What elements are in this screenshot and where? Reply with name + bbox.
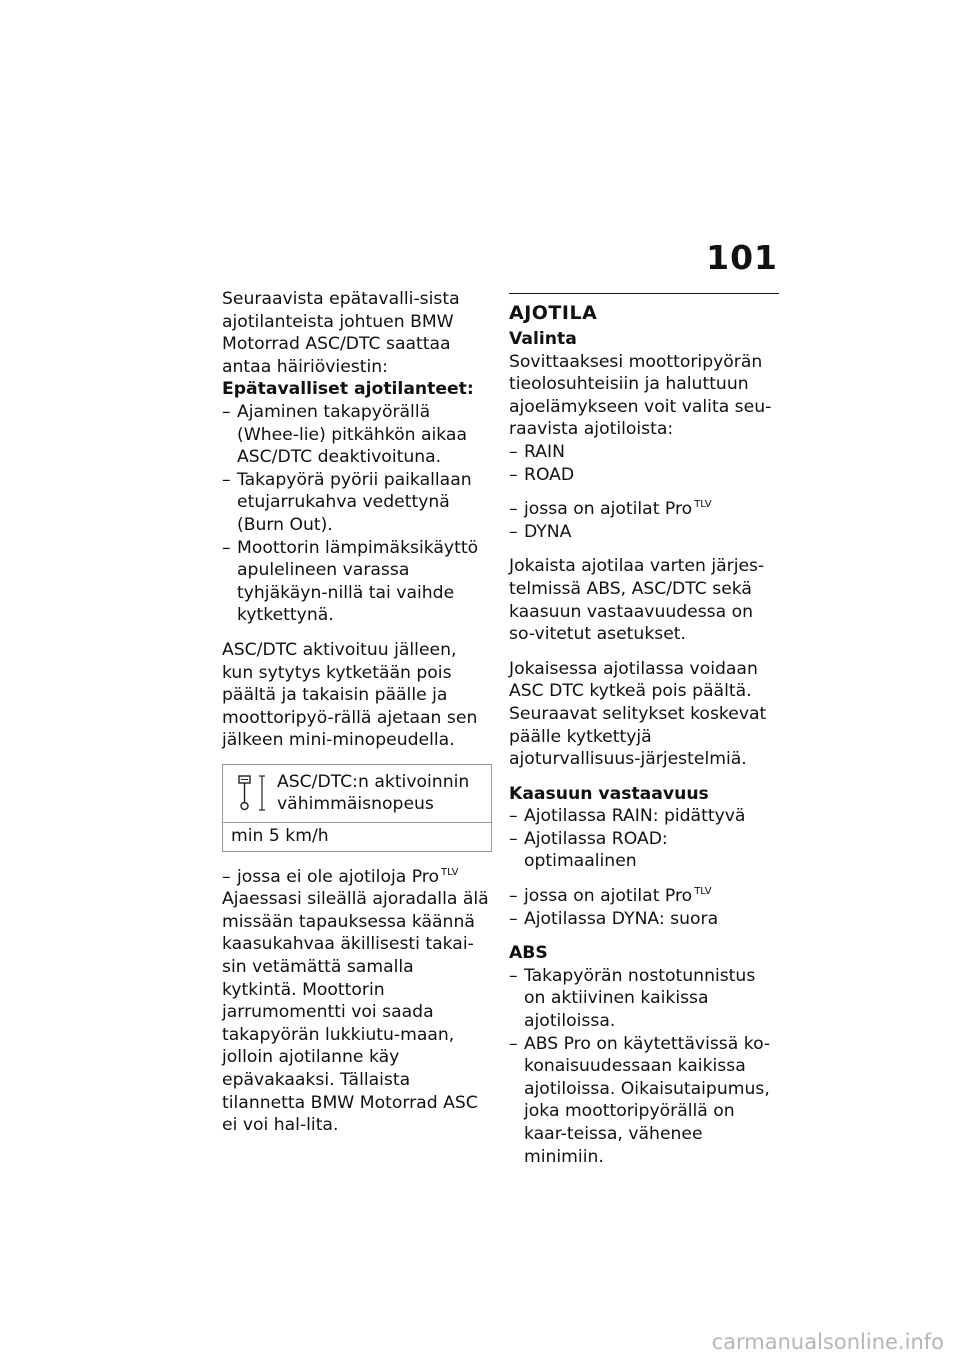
list-item: – ROAD xyxy=(509,464,779,487)
page-number: 101 xyxy=(706,238,778,277)
unusual-situations-list xyxy=(222,401,492,627)
spec-table xyxy=(222,764,492,852)
pro-condition-list xyxy=(509,498,779,521)
watermark-link[interactable]: carmanualsonline.info xyxy=(711,1330,944,1354)
section-title: AJOTILA xyxy=(509,302,598,324)
throttle-pro-condition-list xyxy=(509,885,779,908)
list-item: – Ajaminen takapyörällä (Whee-lie) pitkähkön aikaa ASC/DTC deaktivoituna. xyxy=(222,401,492,469)
selection-intro: Sovittaaksesi moottoripyörän tieolosuhteisiin ja haluttuun ajoelämykseen voit valita seu-raavista ajotiloista: xyxy=(509,351,772,440)
list-item: – Moottorin lämpimäksikäyttö apulelineen varassa tyhjäkäyn-nillä tai vaihde kytkettynä. xyxy=(222,537,492,627)
condition-note xyxy=(222,866,492,889)
unusual-situations-heading: Epätavalliset ajotilanteet: xyxy=(222,379,474,400)
spec-value: min 5 km/h xyxy=(231,826,329,847)
switch-off-paragraph: Jokaisessa ajotilassa voidaan ASC DTC kytkeä pois päältä. Seuraavat selitykset koskevat päälle kytkettyjä ajoturvallisuus-järjestelmiä. xyxy=(509,658,767,770)
throttle-basic-list xyxy=(509,805,779,873)
spec-table-header xyxy=(223,765,491,823)
right-column xyxy=(509,288,779,1178)
list-item: – Takapyörä pyörii paikallaan etujarrukahva vedettynä (Burn Out). xyxy=(222,469,492,537)
abs-heading: ABS xyxy=(509,943,548,964)
condition-text: jossa on ajotilat Pro xyxy=(524,886,693,907)
modes-basic-list xyxy=(509,441,779,486)
section-rule xyxy=(509,293,779,294)
per-mode-paragraph: Jokaista ajotilaa varten järjes-telmissä ABS, ASC/DTC sekä kaasuun vastaavuudessa on so-vitetut asetukset. xyxy=(509,556,765,645)
throttle-pro-list xyxy=(509,908,779,931)
vehicle-spec-icon xyxy=(237,773,267,813)
list-item: – Ajotilassa ROAD: optimaalinen xyxy=(509,828,779,873)
condition-sup: TLV xyxy=(694,886,712,898)
list-item: – Ajotilassa RAIN: pidättyvä xyxy=(509,805,779,828)
warning-paragraph: Ajaessasi sileällä ajoradalla älä missään tapauksessa käännä kaasukahvaa äkillisesti takai-sin vetämättä samalla kytkintä. Moottorin jarrumomentti voi saada takapyörän lukkiutu-maan, jolloin ajotilanne käy epävakaaksi. Tällaista tilannetta BMW Motorrad ASC ei voi hal-lita. xyxy=(222,889,489,1136)
condition-list xyxy=(222,866,492,889)
modes-pro-list xyxy=(509,521,779,544)
list-item: – DYNA xyxy=(509,521,779,544)
list-item: – Takapyörän nostotunnistus on aktiivinen kaikissa ajotiloissa. xyxy=(509,965,779,1033)
reactivation-paragraph: ASC/DTC aktivoituu jälleen, kun sytytys kytketään pois päältä ja takaisin päälle ja moottoripyö-rällä ajetaan sen jälkeen mini-minopeudella. xyxy=(222,639,478,751)
left-column xyxy=(222,288,492,1147)
spec-label: ASC/DTC:n aktivoinnin vähimmäisnopeus xyxy=(277,771,470,815)
throttle-heading: Kaasuun vastaavuus xyxy=(509,783,709,804)
selection-heading: Valinta xyxy=(509,329,577,349)
pro-condition-note xyxy=(509,498,779,521)
condition-sup: TLV xyxy=(441,866,459,878)
list-item: – RAIN xyxy=(509,441,779,464)
condition-text: jossa on ajotilat Pro xyxy=(524,499,693,520)
pro-condition-note xyxy=(509,885,779,908)
abs-list xyxy=(509,965,779,1168)
intro-paragraph: Seuraavista epätavalli-sista ajotilanteista johtuen BMW Motorrad ASC/DTC saattaa antaa häiriöviestin: xyxy=(222,289,460,377)
list-item: – ABS Pro on käytettävissä ko-konaisuudessaan kaikissa ajotiloissa. Oikaisutaipumus, joka moottoripyörällä on kaar-teissa, vähenee minimiin. xyxy=(509,1033,779,1169)
list-item: – Ajotilassa DYNA: suora xyxy=(509,908,779,931)
condition-sup: TLV xyxy=(694,499,712,511)
condition-text: jossa ei ole ajotiloja Pro xyxy=(237,866,440,887)
